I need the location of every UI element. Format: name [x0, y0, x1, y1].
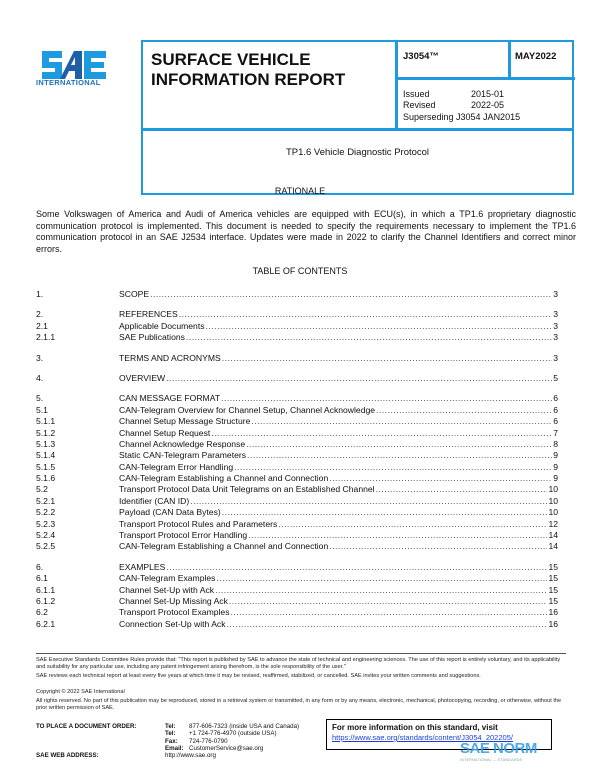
- toc-entry-page: 12: [548, 518, 558, 529]
- toc-entry-page: 7: [553, 427, 558, 438]
- footer-rule: [36, 653, 566, 654]
- toc-entry-page: 14: [548, 530, 558, 541]
- toc-entry-title[interactable]: Transport Protocol Rules and Parameters: [119, 518, 278, 529]
- toc-entry[interactable]: [36, 585, 558, 596]
- rights-text: All rights reserved. No part of this publication may be reproduced, stored in a retrieval system or transmitted, in any form or by any means, electronic, mechanical, photocopying, recording, or otherwise, without the prior written permission of SAE.: [36, 698, 562, 711]
- leader-dots: [227, 619, 548, 630]
- toc-entry-number: 5.2: [36, 484, 48, 495]
- toc-entry[interactable]: [36, 473, 558, 484]
- toc-entry-number: 5.1.5: [36, 461, 56, 472]
- issued-value: 2015-01: [471, 89, 505, 99]
- toc-entry-title[interactable]: Channel Setup Message Structure: [119, 416, 251, 427]
- toc-entry-number: 5.1.2: [36, 427, 56, 438]
- toc-entry-title[interactable]: Channel Set-Up with Ack: [119, 584, 215, 595]
- toc-entry-title[interactable]: CAN MESSAGE FORMAT: [119, 393, 221, 404]
- leader-dots: [229, 596, 548, 607]
- doc-date: MAY2022: [515, 51, 557, 62]
- contact-value[interactable]: +1 724-776-4970 (outside USA): [189, 730, 277, 738]
- toc-entry-page: 15: [548, 595, 558, 606]
- contact-value[interactable]: 877-606-7323 (inside USA and Canada): [189, 723, 300, 730]
- toc-entry-page: 3: [553, 320, 558, 331]
- toc-entry[interactable]: [36, 321, 558, 332]
- toc-entry-page: 9: [553, 461, 558, 472]
- order-labels: [36, 723, 137, 760]
- table-of-contents: [36, 289, 558, 630]
- toc-entry-page: 3: [553, 352, 558, 363]
- logo-subtext: INTERNATIONAL: [36, 78, 101, 87]
- toc-entry-page: 6: [553, 416, 558, 427]
- toc-entry-page: 16: [548, 607, 558, 618]
- toc-entry-title[interactable]: Channel Set-Up Missing Ack: [119, 595, 228, 606]
- toc-entry[interactable]: [36, 332, 558, 343]
- toc-entry[interactable]: [36, 507, 558, 518]
- toc-entry[interactable]: [36, 462, 558, 473]
- contact-list: [165, 723, 299, 753]
- leader-dots: [166, 373, 552, 384]
- toc-entry-number: 5.2.1: [36, 495, 56, 506]
- toc-entry[interactable]: [36, 573, 558, 584]
- copyright: Copyright © 2022 SAE International: [36, 689, 125, 695]
- toc-entry-number: 6.1.2: [36, 595, 56, 606]
- toc-entry-title[interactable]: REFERENCES: [119, 309, 178, 320]
- toc-heading: TABLE OF CONTENTS: [252, 266, 348, 276]
- review-text: SAE reviews each technical report at least every five years at which time it may be revised, reaffirmed, stabilized, or cancelled. SAE invites your written comments and suggestions.: [36, 673, 481, 679]
- contact-row: [165, 730, 299, 737]
- toc-entry-page: 3: [553, 309, 558, 320]
- toc-entry-page: 10: [548, 507, 558, 518]
- toc-entry-title[interactable]: Channel Setup Request: [119, 427, 211, 438]
- toc-entry-number: 3.: [36, 352, 44, 363]
- superseding: Superseding J3054 JAN2015: [403, 112, 521, 122]
- leader-dots: [246, 439, 552, 450]
- leader-dots: [206, 321, 553, 332]
- leader-dots: [234, 462, 552, 473]
- toc-entry-title[interactable]: Transport Protocol Examples: [119, 607, 230, 618]
- toc-entry-title[interactable]: CAN-Telegram Establishing a Channel and Connection: [119, 473, 329, 484]
- leader-dots: [278, 519, 547, 530]
- toc-entry-number: 5.1: [36, 404, 48, 415]
- leader-dots: [179, 309, 552, 320]
- toc-entry-page: 14: [548, 541, 558, 552]
- rules-text: SAE Executive Standards Committee Rules provide that: "This report is published by SAE to advance the state of technical and engineering sciences. The use of this report is entirely voluntary, and its applicability and suitability for any particular use, including any patent infringement arising therefrom, is the sole responsibility of the user.": [36, 657, 561, 670]
- toc-entry[interactable]: [36, 439, 558, 450]
- toc-entry-page: 3: [553, 289, 558, 299]
- toc-entry-title[interactable]: CAN-Telegram Overview for Channel Setup, Channel Acknowledge: [119, 404, 376, 415]
- leader-dots: [329, 541, 547, 552]
- toc-entry[interactable]: [36, 541, 558, 552]
- toc-entry-page: 16: [548, 618, 558, 629]
- leader-dots: [216, 573, 547, 584]
- leader-dots: [251, 416, 552, 427]
- web-label: SAE WEB ADDRESS:: [36, 752, 99, 760]
- toc-entry-number: 6.1.1: [36, 584, 56, 595]
- toc-entry[interactable]: [36, 530, 558, 541]
- toc-entry-title[interactable]: CAN-Telegram Error Handling: [119, 461, 234, 472]
- toc-entry[interactable]: [36, 353, 558, 364]
- toc-entry-number: 6.2: [36, 607, 48, 618]
- doc-title: TP1.6 Vehicle Diagnostic Protocol: [285, 147, 430, 158]
- toc-entry-number: 2.: [36, 309, 44, 320]
- toc-entry-title[interactable]: Static CAN-Telegram Parameters: [119, 450, 247, 461]
- rationale-text: Some Volkswagen of America and Audi of America vehicles are equipped with ECU(s), in which a TP1.6 proprietary diagnostic communication protocol is implemented. This document is needed to specify the requirements necessary to implement the TP1.6 communication protocol in an SAE J2534 interface. Updates were made in 2022 to clarify the Channel Identifiers and correct minor errors.: [36, 209, 576, 254]
- toc-entry-number: 5.2.3: [36, 518, 56, 529]
- leader-dots: [248, 530, 547, 541]
- toc-entry-number: 5.: [36, 393, 44, 404]
- header-box: [141, 40, 574, 195]
- toc-entry-page: 15: [548, 561, 558, 572]
- contact-key: Fax:: [165, 737, 178, 745]
- toc-entry-title[interactable]: Channel Acknowledge Response: [119, 438, 246, 449]
- toc-entry[interactable]: [36, 484, 558, 495]
- revised-value: 2022-05: [471, 100, 505, 110]
- toc-entry-page: 8: [553, 438, 558, 449]
- toc-entry-page: 15: [548, 584, 558, 595]
- toc-entry-number: 6.: [36, 561, 44, 572]
- toc-entry-page: 10: [548, 484, 558, 495]
- report-type: SURFACE VEHICLE INFORMATION REPORT: [151, 50, 346, 89]
- toc-entry-title[interactable]: Transport Protocol Data Unit Telegrams on an Established Channel: [119, 484, 375, 495]
- toc-entry-title[interactable]: SAE Publications: [119, 332, 185, 343]
- leader-dots: [166, 562, 547, 573]
- web-address-link[interactable]: http://www.sae.org: [165, 752, 216, 759]
- contact-value[interactable]: 724-776-0790: [189, 737, 228, 745]
- toc-entry-title[interactable]: OVERVIEW: [119, 372, 166, 383]
- doc-number: J3054™: [403, 51, 439, 62]
- toc-entry-page: 6: [553, 404, 558, 415]
- toc-entry-number: 6.1: [36, 573, 48, 584]
- toc-entry-page: 10: [548, 495, 558, 506]
- toc-entry[interactable]: [36, 428, 558, 439]
- toc-entry-title[interactable]: SCOPE: [119, 289, 150, 299]
- toc-entry[interactable]: [36, 619, 558, 630]
- toc-entry-number: 5.2.2: [36, 507, 56, 518]
- contact-value[interactable]: CustomerService@sae.org: [189, 745, 264, 753]
- contact-key: Tel:: [165, 730, 176, 738]
- toc-entry-number: 5.1.3: [36, 438, 56, 449]
- rationale-heading: RATIONALE: [274, 186, 326, 196]
- toc-entry-page: 15: [548, 573, 558, 584]
- toc-entry[interactable]: [36, 373, 558, 384]
- leader-dots: [231, 607, 548, 618]
- toc-entry-title[interactable]: Applicable Documents: [119, 320, 205, 331]
- leader-dots: [222, 353, 553, 364]
- leader-dots: [376, 484, 548, 495]
- leader-dots: [247, 450, 552, 461]
- contact-key: Email:: [165, 745, 184, 753]
- toc-entry-page: 9: [553, 450, 558, 461]
- leader-dots: [150, 289, 552, 300]
- contact-row: [165, 723, 299, 730]
- contact-row: [165, 738, 299, 745]
- toc-entry-number: 5.1.4: [36, 450, 56, 461]
- toc-entry-title[interactable]: Connection Set-Up with Ack: [119, 618, 226, 629]
- toc-entry[interactable]: [36, 562, 558, 573]
- watermark-sub: INTERNATIONAL — STANDARDS: [460, 757, 523, 762]
- leader-dots: [211, 428, 552, 439]
- toc-entry-number: 1.: [36, 289, 44, 299]
- leader-dots: [221, 393, 552, 404]
- toc-entry-number: 5.1.6: [36, 473, 56, 484]
- toc-entry-number: 5.2.4: [36, 530, 56, 541]
- toc-entry-title[interactable]: Transport Protocol Error Handling: [119, 530, 248, 541]
- toc-entry-title[interactable]: Identifier (CAN ID): [119, 495, 190, 506]
- toc-entry-page: 9: [553, 473, 558, 484]
- toc-entry-number: 2.1.1: [36, 332, 56, 343]
- toc-entry-title[interactable]: TERMS AND ACRONYMS: [119, 352, 221, 363]
- toc-entry[interactable]: [36, 393, 558, 404]
- contact-key: Tel:: [165, 723, 176, 730]
- toc-entry-number: 4.: [36, 372, 44, 383]
- standard-link[interactable]: https://www.sae.org/standards/content/J3054_202205/: [332, 733, 513, 742]
- leader-dots: [376, 405, 552, 416]
- toc-entry[interactable]: [36, 496, 558, 507]
- info-box-heading: For more information on this standard, visit: [332, 723, 498, 732]
- leader-dots: [329, 473, 552, 484]
- toc-entry-title[interactable]: CAN-Telegram Establishing a Channel and Connection: [119, 541, 329, 552]
- toc-entry-title[interactable]: Payload (CAN Data Bytes): [119, 507, 221, 518]
- toc-entry-number: 5.2.5: [36, 541, 56, 552]
- toc-entry[interactable]: [36, 309, 558, 320]
- watermark-logo: SAE NORM: [460, 740, 537, 757]
- toc-entry-title[interactable]: EXAMPLES: [119, 561, 166, 572]
- toc-entry[interactable]: [36, 596, 558, 607]
- leader-dots: [215, 585, 547, 596]
- issue-dates: Issued 2015-01 Revised 2022-05: [403, 89, 505, 110]
- leader-dots: [222, 507, 548, 518]
- toc-entry[interactable]: [36, 519, 558, 530]
- toc-entry-number: 6.2.1: [36, 618, 56, 629]
- toc-entry-page: 5: [553, 372, 558, 383]
- toc-entry[interactable]: [36, 607, 558, 618]
- leader-dots: [190, 496, 547, 507]
- toc-entry-page: 6: [553, 393, 558, 404]
- toc-entry[interactable]: [36, 405, 558, 416]
- toc-entry[interactable]: [36, 289, 558, 300]
- toc-entry[interactable]: [36, 450, 558, 461]
- toc-entry-number: 5.1.1: [36, 416, 56, 427]
- leader-dots: [186, 332, 552, 343]
- order-label: TO PLACE A DOCUMENT ORDER:: [36, 723, 137, 730]
- toc-entry-title[interactable]: CAN-Telegram Examples: [119, 573, 216, 584]
- toc-entry[interactable]: [36, 416, 558, 427]
- toc-entry-number: 2.1: [36, 320, 48, 331]
- toc-entry-page: 3: [553, 332, 558, 343]
